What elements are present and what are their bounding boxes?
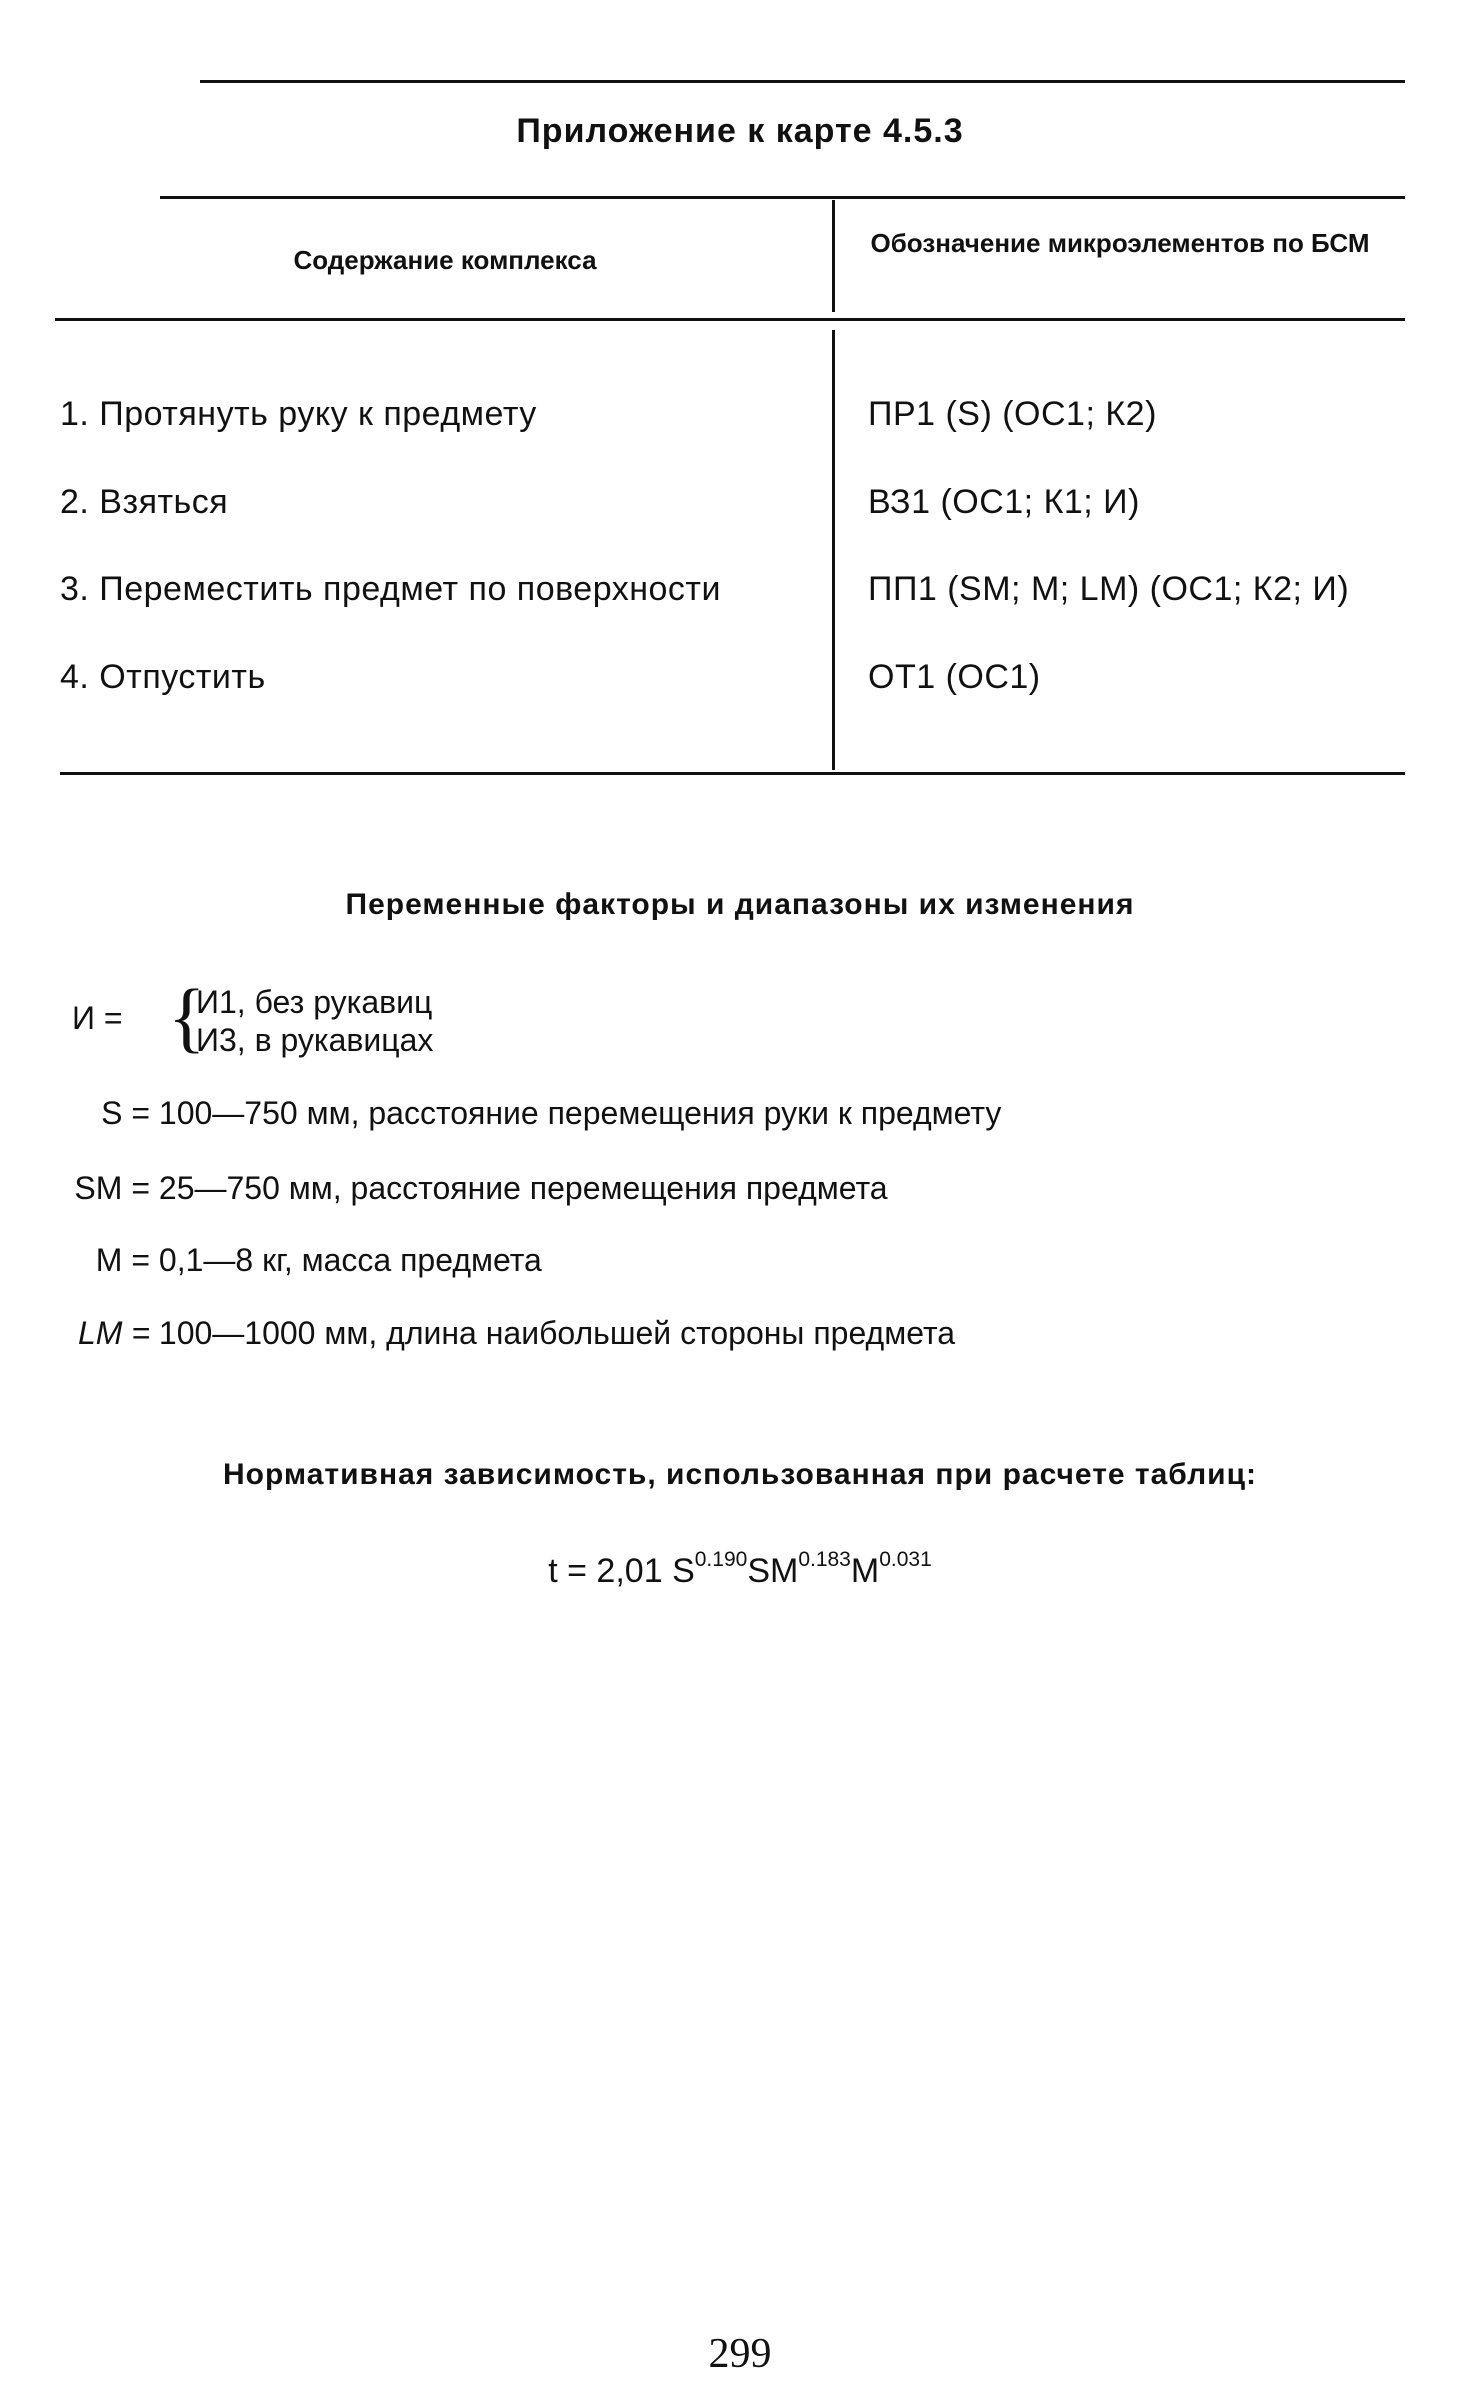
- factor-sm-text: 25—750 мм, расстояние перемещения предмета: [158, 1170, 888, 1206]
- header-divider: [832, 200, 835, 312]
- term-s-base: S: [672, 1552, 695, 1590]
- factor-lm-text: 100—1000 мм, длина наибольшей стороны предмета: [158, 1315, 956, 1351]
- formula-lhs: t = 2,01: [548, 1552, 663, 1590]
- term-m-base: M: [850, 1552, 880, 1590]
- factor-s-text: 100—750 мм, расстояние перемещения руки к предмету: [158, 1095, 1002, 1131]
- factors-heading: Переменные факторы и диапазоны их изменения: [345, 888, 1135, 921]
- factor-sm-symbol: SM =: [74, 1170, 150, 1206]
- glove-brace: {: [168, 973, 206, 1060]
- term-sm-exp: 0.183: [798, 1548, 851, 1571]
- normative-heading: Нормативная зависимость, использованная при расчете таблиц:: [222, 1458, 1257, 1491]
- term-s-exp: 0.190: [694, 1548, 748, 1571]
- page-title: Приложение к карте 4.5.3: [516, 112, 964, 150]
- term-m-exp: 0.031: [879, 1548, 932, 1571]
- body-divider: [832, 330, 835, 770]
- factor-m-text: 0,1—8 кг, масса предмета: [158, 1242, 542, 1278]
- table-row-2-content: 2. Взяться: [60, 483, 229, 521]
- factor-m-symbol: M =: [95, 1242, 150, 1278]
- formula-term-s: [672, 1548, 748, 1590]
- formula-term-m: [850, 1548, 932, 1590]
- glove-option-1: И1, без рукавиц: [196, 984, 433, 1020]
- glove-option-2: И3, в рукавицах: [196, 1022, 434, 1058]
- table-row-4-code: ОТ1 (ОС1): [868, 658, 1041, 696]
- table-row-4-content: 4. Отпустить: [60, 658, 266, 696]
- page-number: 299: [708, 2331, 772, 2377]
- factor-sm: [0, 1170, 888, 1207]
- normative-formula: [0, 1548, 1480, 1591]
- header-designation: Обозначение микроэлементов по БСМ: [870, 228, 1370, 258]
- table-row-1-code: ПР1 (S) (ОС1; К2): [868, 395, 1157, 433]
- factor-lm: [0, 1315, 955, 1352]
- top-rule: [200, 80, 1405, 83]
- table-bottom-rule: [60, 772, 1405, 775]
- table-row-3-content: 3. Переместить предмет по поверхности: [60, 570, 721, 608]
- factor-s-symbol: S =: [101, 1095, 150, 1131]
- table-row-1-content: 1. Протянуть руку к предмету: [60, 395, 537, 433]
- table-row-2-code: ВЗ1 (ОС1; К1; И): [868, 483, 1140, 521]
- glove-symbol: И =: [72, 1000, 123, 1036]
- formula-term-sm: [747, 1548, 851, 1590]
- header-bottom-rule: [55, 318, 1405, 321]
- table-top-rule: [160, 196, 1405, 199]
- table-row-3-code: ПП1 (SM; M; LM) (ОС1; К2; И): [868, 570, 1350, 608]
- header-content: Содержание комплекса: [293, 245, 597, 275]
- term-sm-base: SM: [747, 1552, 799, 1590]
- factor-lm-symbol: LM =: [77, 1315, 150, 1351]
- factor-s: [0, 1095, 1001, 1132]
- factor-m: [0, 1242, 542, 1279]
